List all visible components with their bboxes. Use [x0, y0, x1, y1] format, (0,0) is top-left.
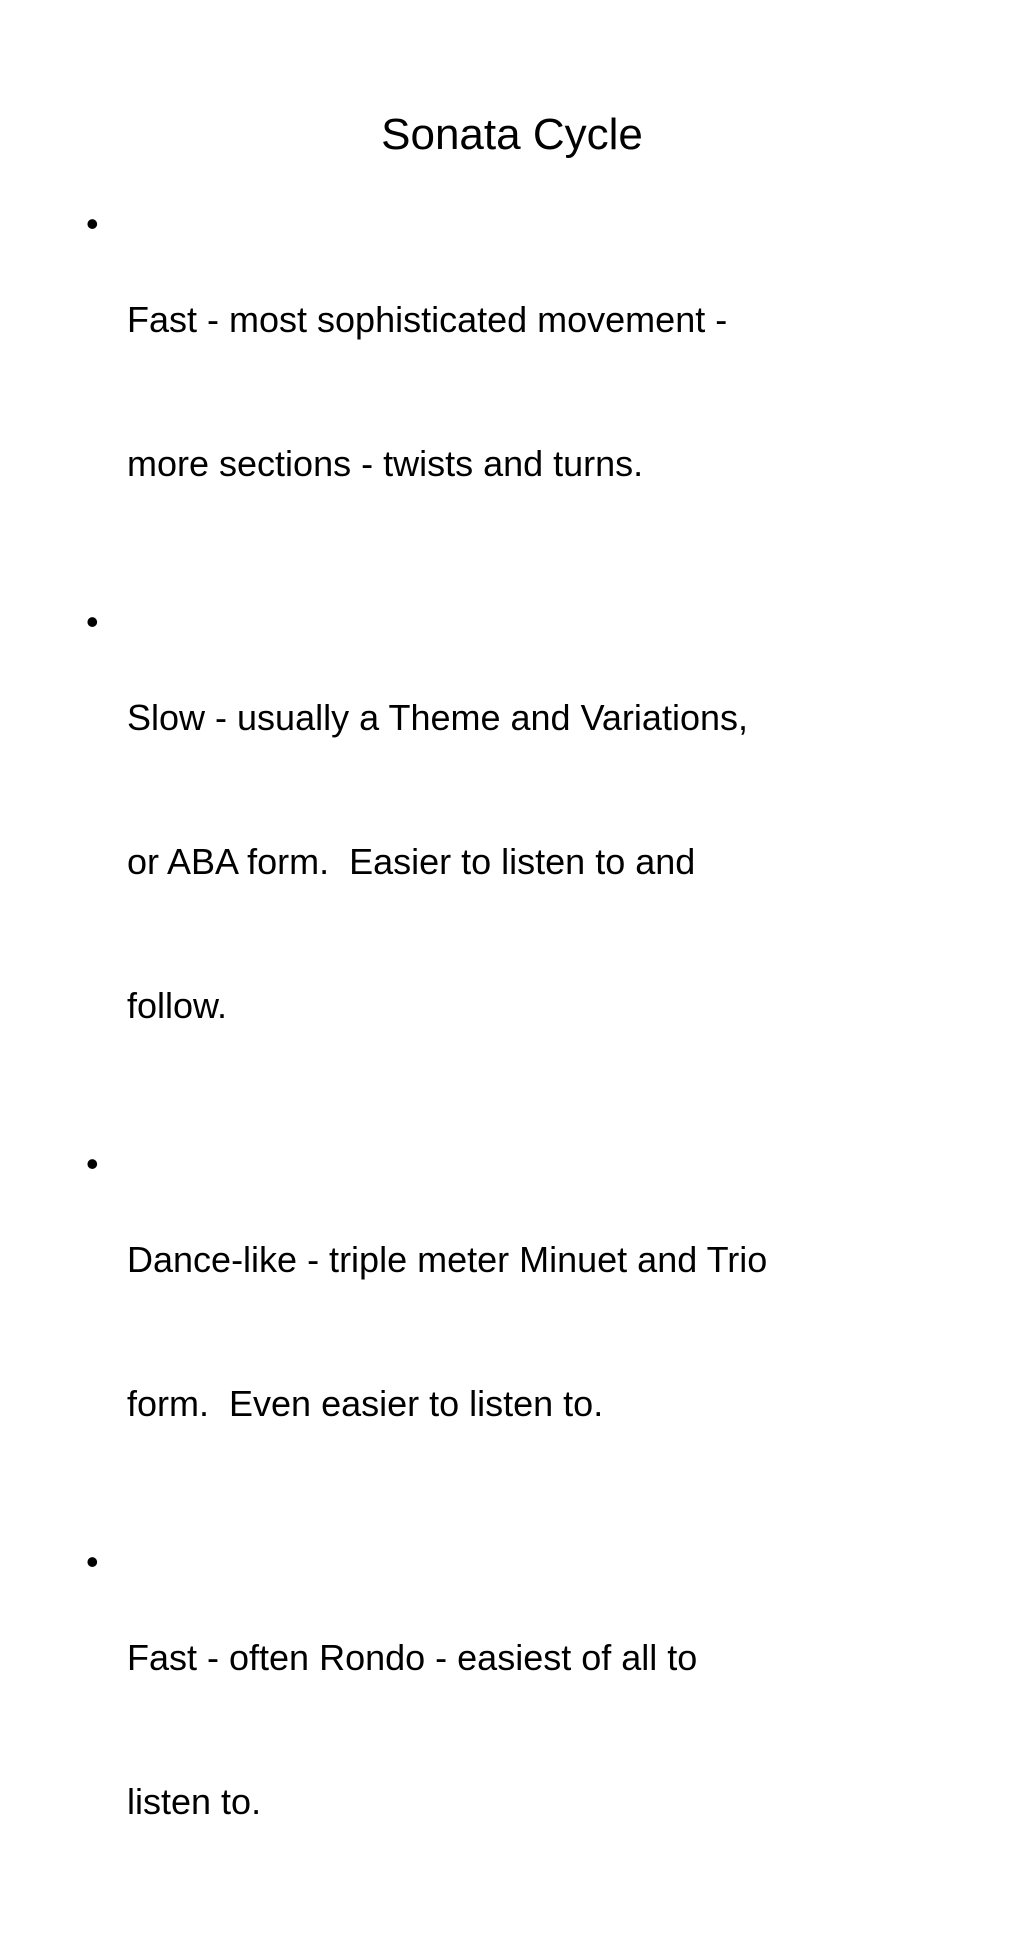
bullet-item-slow	[86, 598, 966, 1126]
bullet-line: follow.	[127, 985, 228, 1026]
bullet-item-dance-like	[86, 1140, 966, 1524]
bullet-text	[127, 1589, 966, 1918]
bullet-dot-icon: •	[86, 1143, 99, 1184]
bullet-line: Dance-like - triple meter Minuet and Trio	[127, 1239, 768, 1280]
bullet-text	[127, 251, 966, 580]
bullet-line: form. Even easier to listen to.	[127, 1383, 604, 1424]
bullet-dot-icon: •	[86, 1541, 99, 1582]
bullet-line: Fast - often Rondo - easiest of all to	[127, 1637, 698, 1678]
bullet-line: listen to.	[127, 1781, 262, 1822]
slide-title: Sonata Cycle	[381, 110, 643, 159]
bullet-item-fast-last	[86, 1538, 966, 1922]
bullet-text	[127, 649, 966, 1122]
bullet-text	[127, 1191, 966, 1520]
bullet-line: Fast - most sophisticated movement -	[127, 299, 728, 340]
bullet-line: Slow - usually a Theme and Variations,	[127, 697, 748, 738]
bullet-list	[86, 200, 966, 1936]
bullet-line: more sections - twists and turns.	[127, 443, 644, 484]
bullet-dot-icon: •	[86, 203, 99, 244]
bullet-dot-icon: •	[86, 601, 99, 642]
bullet-item-fast-first	[86, 200, 966, 584]
bullet-line: or ABA form. Easier to listen to and	[127, 841, 696, 882]
